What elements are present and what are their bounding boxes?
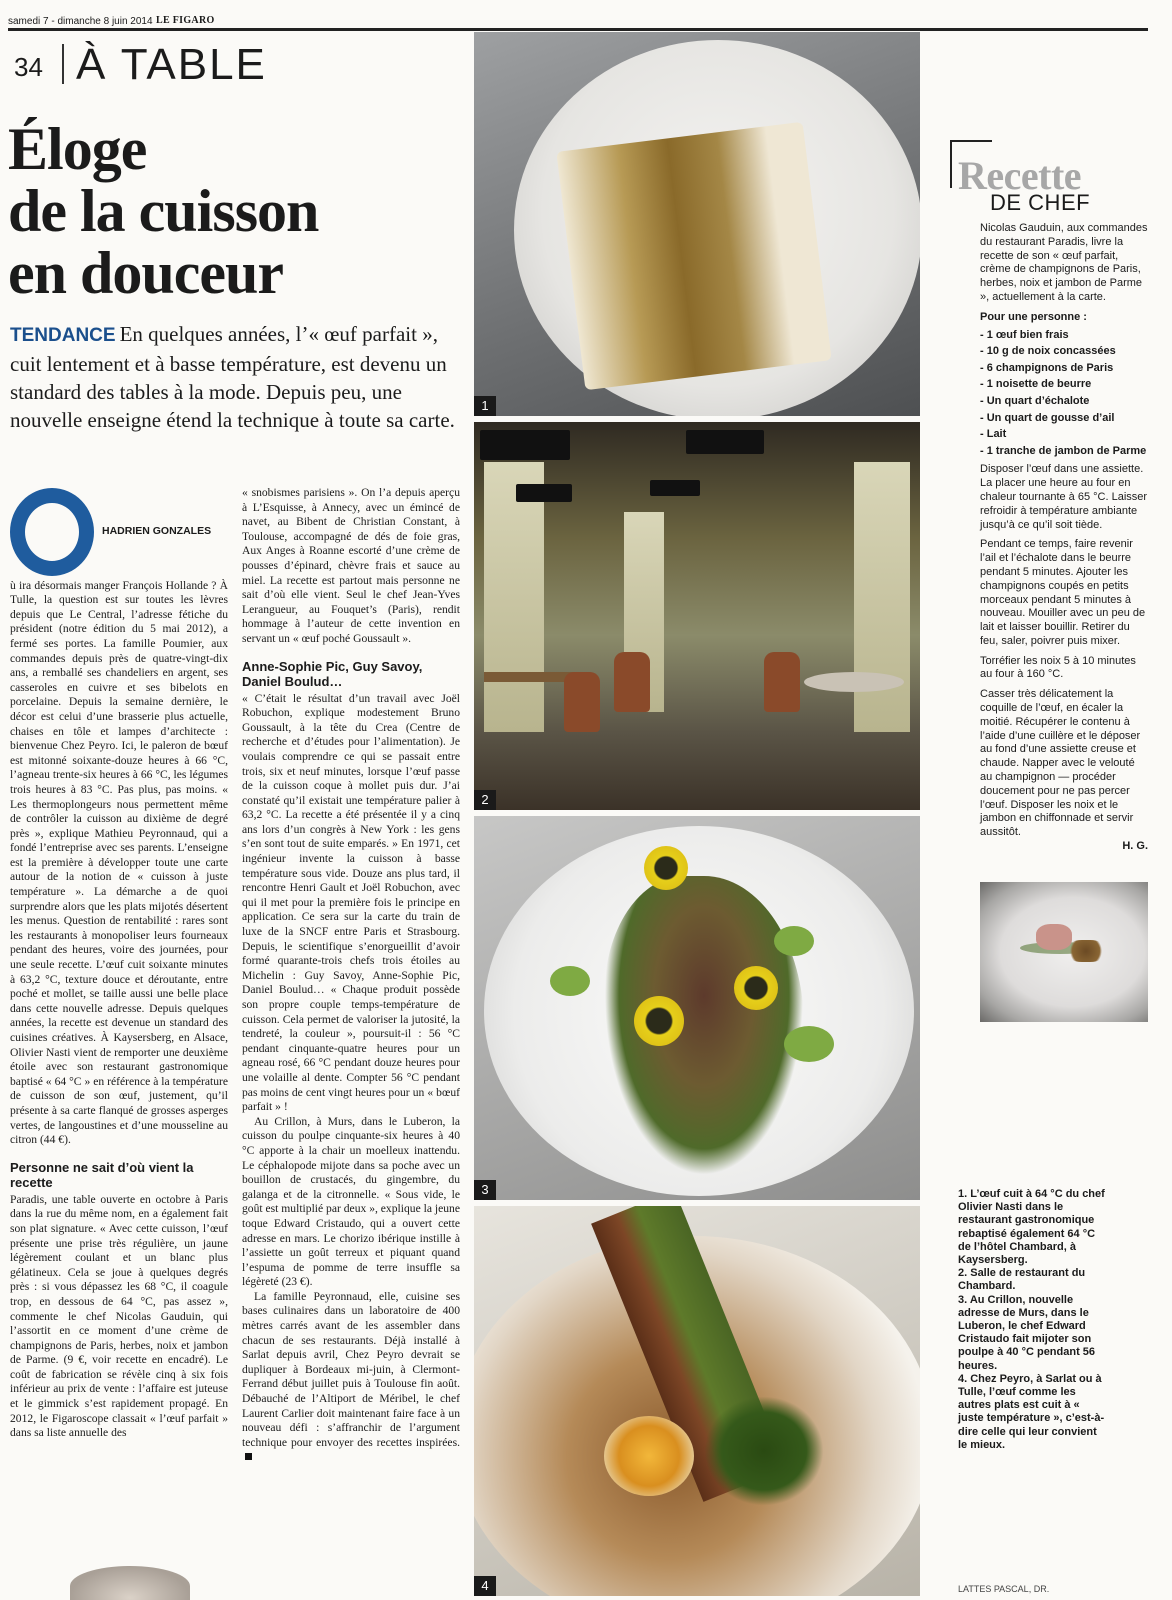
article-kicker: TENDANCE: [10, 325, 116, 346]
flower: [644, 846, 688, 890]
ceiling-lamp: [686, 430, 764, 454]
caption: 3. Au Crillon, nouvelle adresse de Murs, dans le Luberon, le chef Edward Cristaudo fait mijoter son poulpe à 40 °C pendant 56 heures.: [958, 1293, 1096, 1372]
parsley: [704, 1396, 824, 1506]
photo-credit: LATTES PASCAL, DR.: [958, 1584, 1050, 1594]
photo-captions: [958, 1188, 1108, 1452]
recipe-step: Disposer l’œuf dans une assiette. La placer une heure au four en chaleur tournante à 65 °C. Laisser refroidir à température ambiante jusqu’à ce qu’il soit tiède.: [980, 463, 1148, 531]
ingredient: - 1 tranche de jambon de Parme: [980, 444, 1147, 457]
header-rule: [8, 28, 1148, 31]
recipe-intro: Nicolas Gauduin, aux commandes du restaurant Paradis, livre la recette de son « œuf parfait, crème de champignons de Paris, herbes, noix et jambon de Parme », actuellement à la carte.: [980, 222, 1148, 303]
paragraph: « C’était le résultat d’un travail avec Joël Robuchon, explique modestement Bruno Goussault, à la tête du Crea (Centre de recherche et d’études pour l’alimentation). Je voulais comprendre ce qui se passait entre trois, six et neuf minutes, lorsque l’œuf passe de la cuisson coque à mollet puis dur. J’ai constaté qu’il existait une température palier à 63,2 °C. La recette a été présentée il y a cinq ans lors d’un congrès à New York : les gens s’en sont tout de suite emparés. » En 1971, cet ingénieur invente la cuisson à basse température sous vide. Douze ans plus tard, il rencontre Henri Gault et Joël Robuchon, avec qui il met pour la première fois le principe en application. Ce sera sur la carte du train de luxe de la SNCF entre Paris et Strasbourg. Depuis, le scientifique s’enorgueillit d’avoir formé quarante-trois chefs trois étoiles au Michelin : Guy Savoy, Anne-Sophie Pic, Daniel Boulud… « Chaque produit possède son propre couple temps-température de cuisson. Cela permet de valoriser la jutosité, la tendreté, la couleur », poursuit-il : 56 °C pendant cinquante-quatre heures pour un agneau rosé, 66 °C pendant douze heures pour une volaille al dente. Compter 56 °C pendant pas moins de cent vingt heures pour un « bœuf parfait » !: [242, 691, 460, 1114]
issue-date: samedi 7 - dimanche 8 juin 2014: [8, 16, 153, 27]
chair: [764, 652, 800, 712]
section-title: À TABLE: [76, 40, 267, 89]
photo-number: 2: [474, 790, 496, 810]
article-column-2: [242, 486, 460, 1465]
headline-line: Éloge: [8, 116, 147, 182]
photo-number: 3: [474, 1180, 496, 1200]
photo-dining-room: [474, 422, 920, 810]
paragraph: Au Crillon, à Murs, dans le Luberon, la cuisson du poulpe cinquante-six heures à 40 °C apporte à la chair un moelleux inattendu. Le céphalopode mijote dans sa poche avec un bouillon de crustacés, du gingembre, du galanga et de la citronnelle. « Sous vide, le goût est multiplié par deux », explique la jeune toque Edward Cristaudo, qui a ouvert cette adresse en mars. Le chorizo ibérique instille à l’assiette un goût terreux et piquant quand l’espuma de pomme de terre insuffle sa légèreté (23 €).: [242, 1114, 460, 1289]
bracket-line: [950, 140, 992, 142]
photo-octopus-dish: [474, 816, 920, 1200]
flower: [634, 996, 684, 1046]
lead-text: En quelques années, l’« œuf parfait », cuit lentement et à basse température, est devenu un standard des tables à la mode. Depuis peu, une nouvelle enseigne étend la technique à toute sa carte.: [10, 322, 455, 432]
bracket-line: [950, 140, 952, 188]
author-byline: HADRIEN GONZALES: [102, 525, 212, 537]
photo-egg-plate: [474, 32, 920, 416]
recipe-step: Casser très délicatement la coquille de l’œuf, en écaler la moitié. Récupérer le contenu à l’aide d’une cuillère et le déposer au fond d’une assiette creuse et chaude. Napper avec le velouté au champignon — procéder doucement pour ne pas percer l’œuf. Disposer les noix et le jambon en chiffonnade et servir aussitôt.: [980, 688, 1141, 839]
drop-cap-ring: [10, 488, 94, 576]
headline-line: de la cuisson: [8, 178, 319, 244]
table: [804, 672, 904, 692]
ingredient: - Lait: [980, 428, 1007, 441]
section-divider: [62, 44, 64, 84]
recipe-body: [980, 222, 1148, 854]
recipe-serving: Pour une personne :: [980, 310, 1087, 323]
ingredient: - Un quart d’échalote: [980, 394, 1090, 407]
herb-sauce: [774, 926, 814, 956]
ingredient: - 6 champignons de Paris: [980, 361, 1114, 374]
recipe-title: Recette: [958, 153, 1082, 198]
caption: 1. L’œuf cuit à 64 °C du chef Olivier Nasti dans le restaurant gastronomique rebaptisé également 64 °C de l’hôtel Chambard, à Kaysersberg.: [958, 1188, 1105, 1267]
ceiling-lamp: [516, 484, 572, 502]
caption: 2. Salle de restaurant du Chambard.: [958, 1267, 1086, 1293]
ingredient: - 10 g de noix concassées: [980, 345, 1116, 358]
subheading: Personne ne sait d’où vient la recette: [10, 1159, 194, 1190]
ingredient-list: [980, 327, 1148, 460]
drop-cap-o: [10, 488, 94, 576]
herb-sauce: [784, 1026, 834, 1062]
herb-sauce: [550, 966, 590, 996]
photo-recipe-thumbnail: [980, 882, 1148, 1022]
portrait-photo-edge: [70, 1566, 190, 1600]
caption: 4. Chez Peyro, à Sarlat ou à Tulle, l’œuf comme les autres plats est cuit à « juste température », c’est-à-dire celle qui leur convient le mieux.: [958, 1372, 1105, 1451]
paragraph: ù ira désormais manger François Hollande ? À Tulle, la question est sur toutes les lèvres depuis que Le Central, l’adresse fétiche du président (notre édition du 5 mai 2012), a fermé ses portes. La famille Poumier, aux commandes depuis près de quatre-vingt-dix ans, a remballé ses chandeliers en argent, ses casseroles en cuivre et ses bibelots en porcelaine. Depuis la semaine dernière, le décor est celui d’une brasserie plus actuelle, chaises en tôle et lampes d’architecte : bienvenue Chez Peyro. Ici, le paleron de bœuf est mitonné soixante-douze heures à 66 °C, l’agneau trente-six heures à 66 °C, les légumes trois heures à 83 °C. Pas plus, pas moins. « Les thermoplongeurs nous permettent même de contrôler la cuisson au dixième de degré près », explique Mathieu Peyronnaud, qui a fondé l’entreprise avec ses parents. L’enseigne est la première à développer toute une carte autour de la notion de « cuisson à juste température ». La démarche a de quoi surprendre alors que les plats mijotés désertent les menus. Question de rentabilité : rares sont les restaurants à monopoliser leurs fourneaux pendant des heures, voire des journées, pour une seule recette. L’œuf cuit soixante minutes à 63,2 °C, texture douce et déroutante, entre poché et mollet, se taille aussi une belle place dans cette nouvelle adresse. Depuis quelques années, la recette est devenue un standard des cuisines créatives. À Kaysersberg, en Alsace, Olivier Nasti vient de remporter une deuxième étoile avec son restaurant gastronomique baptisé « 64 °C » en référence à la température de cuisson de son œuf, justement, qu’il présente à sa carte flanqué de grosses asperges vertes, de langoustines et d’une mousseline au citron (44 €).: [10, 578, 228, 1147]
walnuts: [1066, 940, 1106, 962]
paragraph: Paradis, une table ouverte en octobre à Paris dans la rue du même nom, en a également fait son plat signature. « Avec cette cuisson, l’œuf présente une prise très régulière, un jaune légèrement coulant et un blanc plus gélatineux. Cela se joue à quelques degrés près : si vous dépassez les 68 °C, il coagule trop, en dessous de 64 °C, pas assez », commente le chef Nicolas Gauduin, qui l’assortit en ce moment d’une crème de champignons de Paris, herbes, noix et jambon de Parme. (9 €, voir recette en encadré). Le coût de fabrication se révèle cinq à six fois inférieur au prix de vente : l’affaire est juteuse et le gimmick s’est rapidement propagé. En 2012, le Figaroscope classait « l’œuf parfait » dans sa liste annuelle des: [10, 1192, 228, 1440]
recipe-step: Torréfier les noix 5 à 10 minutes au four à 160 °C.: [980, 654, 1136, 681]
page-number: 34: [14, 52, 43, 82]
newspaper-name: LE FIGARO: [156, 15, 215, 26]
ceiling-lamp: [480, 430, 570, 460]
ceiling-lamp: [650, 480, 700, 496]
egg-dish: [556, 122, 831, 390]
paragraph-text: La famille Peyronnaud, elle, cuisine ses bases culinaires dans un laboratoire de 400 mètres carrés avant de les assembler dans chacun de ses restaurants. Déjà installé à Sarlat depuis avril, Chez Peyro devrait se dupliquer à Bordeaux mi-juin, à Clermont-Ferrand début juillet puis à Toulouse fin août. Débauché de l’Altiport de Méribel, le chef Laurent Carlier doit maintenant faire face à un nouveau défi : s’affranchir de l’argument technique pour envoyer des recettes inspirées.: [242, 1289, 460, 1449]
flower: [734, 966, 778, 1010]
article-lead: [10, 320, 465, 434]
chair: [564, 672, 600, 732]
recipe-step: Pendant ce temps, faire revenir l’ail et l’échalote dans le beurre pendant 5 minutes. Ajouter les champignons coupés en petits morceaux pendant 5 minutes à nouveau. Mouiller avec un peu de lait et laisser bouillir. Retirer du feu, saler, poivrer puis mixer.: [980, 538, 1146, 647]
ingredient: - 1 noisette de beurre: [980, 378, 1092, 391]
photo-number: 4: [474, 1576, 496, 1596]
ingredient: - Un quart de gousse d’ail: [980, 411, 1115, 424]
paragraph: [242, 1290, 460, 1465]
photo-egg-bowl: [474, 1206, 920, 1596]
subheading: Anne-Sophie Pic, Guy Savoy, Daniel Boulud…: [242, 658, 423, 689]
egg-yolk: [604, 1416, 694, 1496]
window: [484, 462, 544, 732]
article-column-1: [10, 486, 228, 1441]
article-headline: [8, 118, 463, 304]
photo-number: 1: [474, 396, 496, 416]
paragraph: « snobismes parisiens ». On l’a depuis aperçu à L’Esquisse, à Annecy, avec un émincé de navet, au Bibent de Christian Constant, à Toulouse, accompagné de dés de foie gras, Aux Anges à Roanne escorté d’une crème de pousses d’épinard, chèvre frais et sauce au miel. La recette est partout mais personne ne sait d’où elle vient. Seul le chef Jean-Yves Lerangueur, au Fouquet’s (Paris), rendit hommage à l’auteur de cette invention en servant un « œuf poché Goussault ».: [242, 486, 460, 645]
recipe-subtitle: DE CHEF: [990, 190, 1091, 215]
headline-line: en douceur: [8, 240, 283, 306]
chair: [614, 652, 650, 712]
recipe-signature: H. G.: [1122, 840, 1148, 853]
ingredient: - 1 œuf bien frais: [980, 328, 1069, 341]
end-mark: [245, 1453, 252, 1460]
